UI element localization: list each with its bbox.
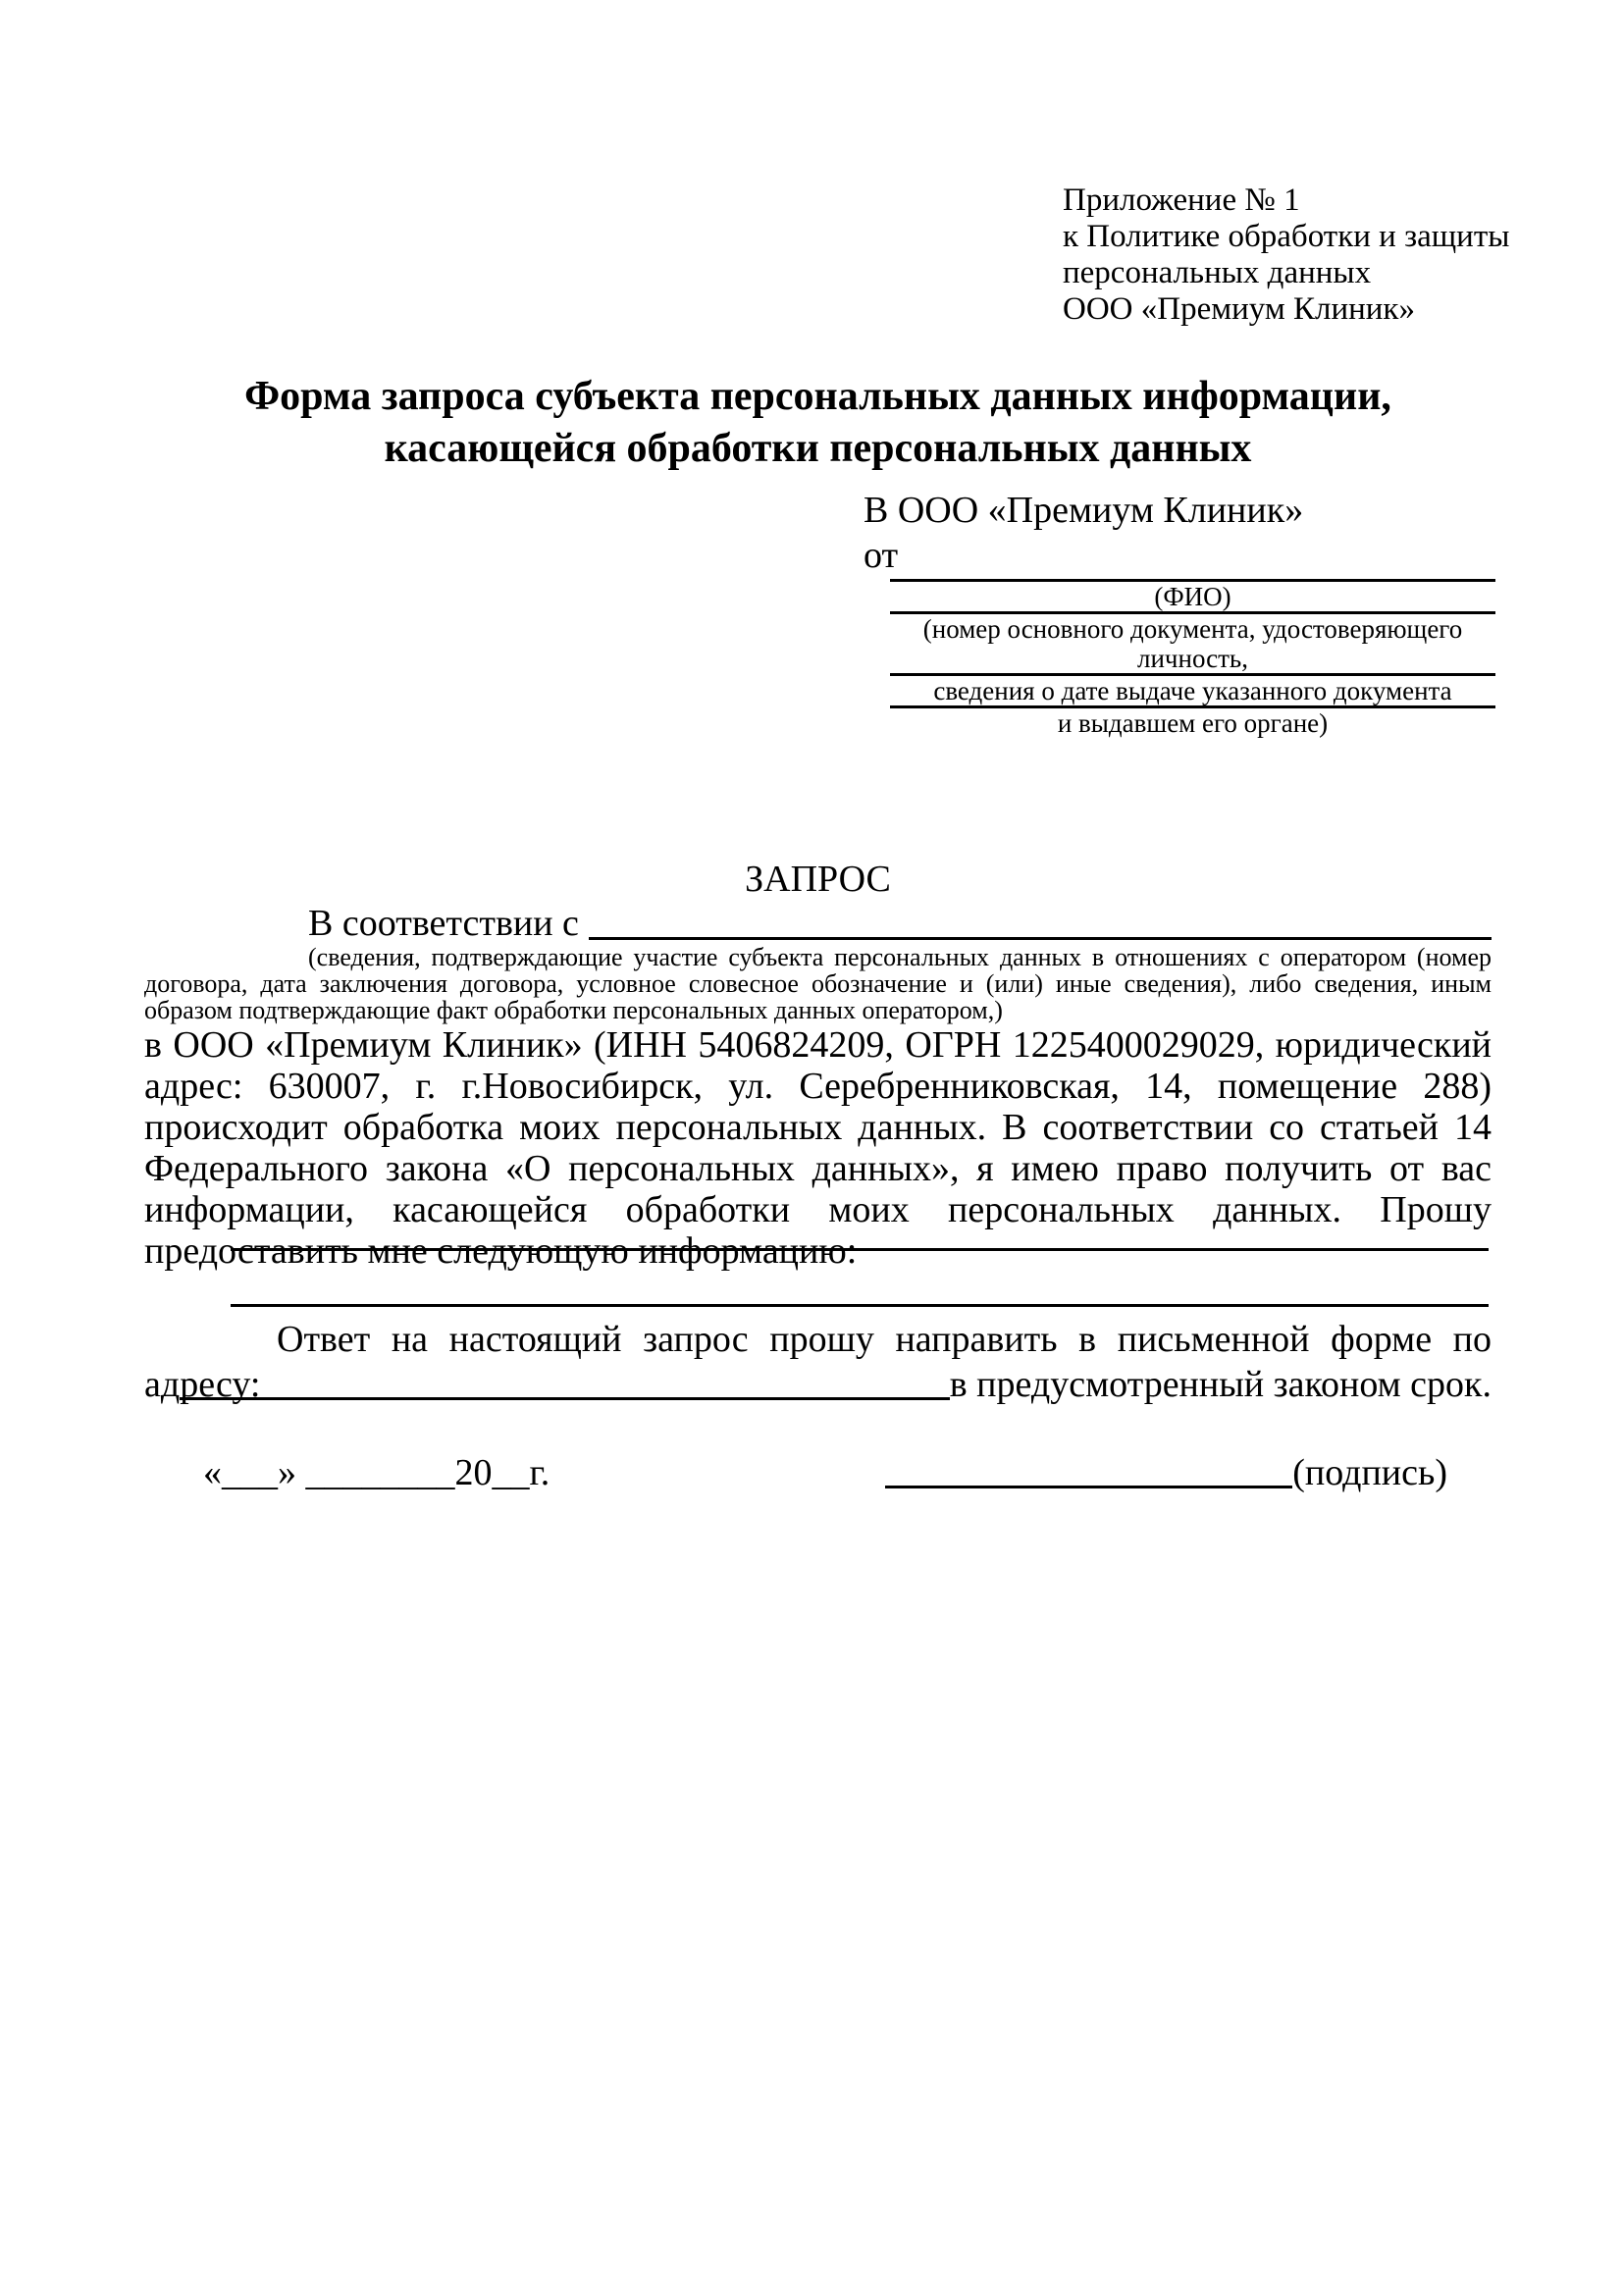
addressee-block — [864, 488, 1495, 738]
request-heading: ЗАПРОС — [745, 859, 891, 900]
doc-issue-date-field — [864, 673, 1495, 705]
fio-caption: (ФИО) — [1154, 582, 1231, 611]
fio-field — [864, 579, 1495, 611]
reply-suffix: в предусмотренный законом срок. — [949, 1364, 1492, 1405]
appendix-note — [1063, 183, 1509, 328]
document-title — [144, 371, 1492, 475]
basis-footnote: (сведения, подтверждающие участие субъекта персональных данных в отношениях с оператором (номер договора, дата заключения договора, условное словесное обозначение и (или) иные сведения), либо сведения, иным образом подтверждающие факт обработки персональных данных оператором,) — [144, 943, 1492, 1024]
document-title-line: Форма запроса субъекта персональных данных информации, — [244, 374, 1391, 419]
appendix-note-line: ООО «Премиум Клиник» — [1063, 291, 1415, 327]
reply-request-paragraph: Ответ на настоящий запрос прошу направить в письменной форме по адресу: — [144, 1319, 1492, 1405]
information-fill-line — [231, 1304, 1489, 1307]
information-fill-line — [231, 1248, 1489, 1251]
basis-fill-line — [589, 901, 1492, 940]
appendix-note-line: Приложение № 1 — [1063, 183, 1300, 218]
request-body-paragraph: в ООО «Премиум Клиник» (ИНН 5406824209, ОГРН 1225400029029, юридический адрес: 630007, г. г.Новосибирск, ул. Серебренниковская, 14, помещение 288) происходит обработка моих персональных данных. В соответствии со статьей 14 Федерального закона «О персональных данных», я имею право получить от вас информации, касающейся обработки моих персональных данных. Прошу предоставить мне следующую информацию: — [144, 1024, 1492, 1272]
addressee-from-label: от — [864, 535, 899, 576]
addressee-to: В ООО «Премиум Клиник» — [864, 490, 1304, 531]
signature-fill-line — [885, 1486, 1292, 1488]
request-intro — [144, 901, 1492, 946]
doc-issuer-field — [864, 705, 1495, 738]
document-title-line: касающейся обработки персональных данных — [384, 426, 1252, 471]
doc-number-field — [864, 611, 1495, 673]
doc-number-caption: (номер основного документа, удостоверяющего личность, — [922, 614, 1463, 673]
signature-caption: (подпись) — [1292, 1452, 1447, 1493]
doc-issuer-caption: и выдавшем его органе) — [1057, 708, 1329, 738]
date-signature-row — [144, 1450, 1492, 1495]
appendix-note-line: к Политике обработки и защиты — [1063, 219, 1510, 254]
request-intro-prefix: В соответствии с — [308, 903, 579, 944]
doc-issue-date-caption: сведения о дате выдаче указанного документа — [933, 676, 1452, 705]
address-fill-line — [180, 1362, 950, 1400]
signature-group — [885, 1450, 1447, 1495]
reply-address-row — [144, 1362, 1492, 1407]
date-field: «___» ________20__г. — [203, 1452, 550, 1493]
appendix-note-line: персональных данных — [1063, 255, 1372, 290]
